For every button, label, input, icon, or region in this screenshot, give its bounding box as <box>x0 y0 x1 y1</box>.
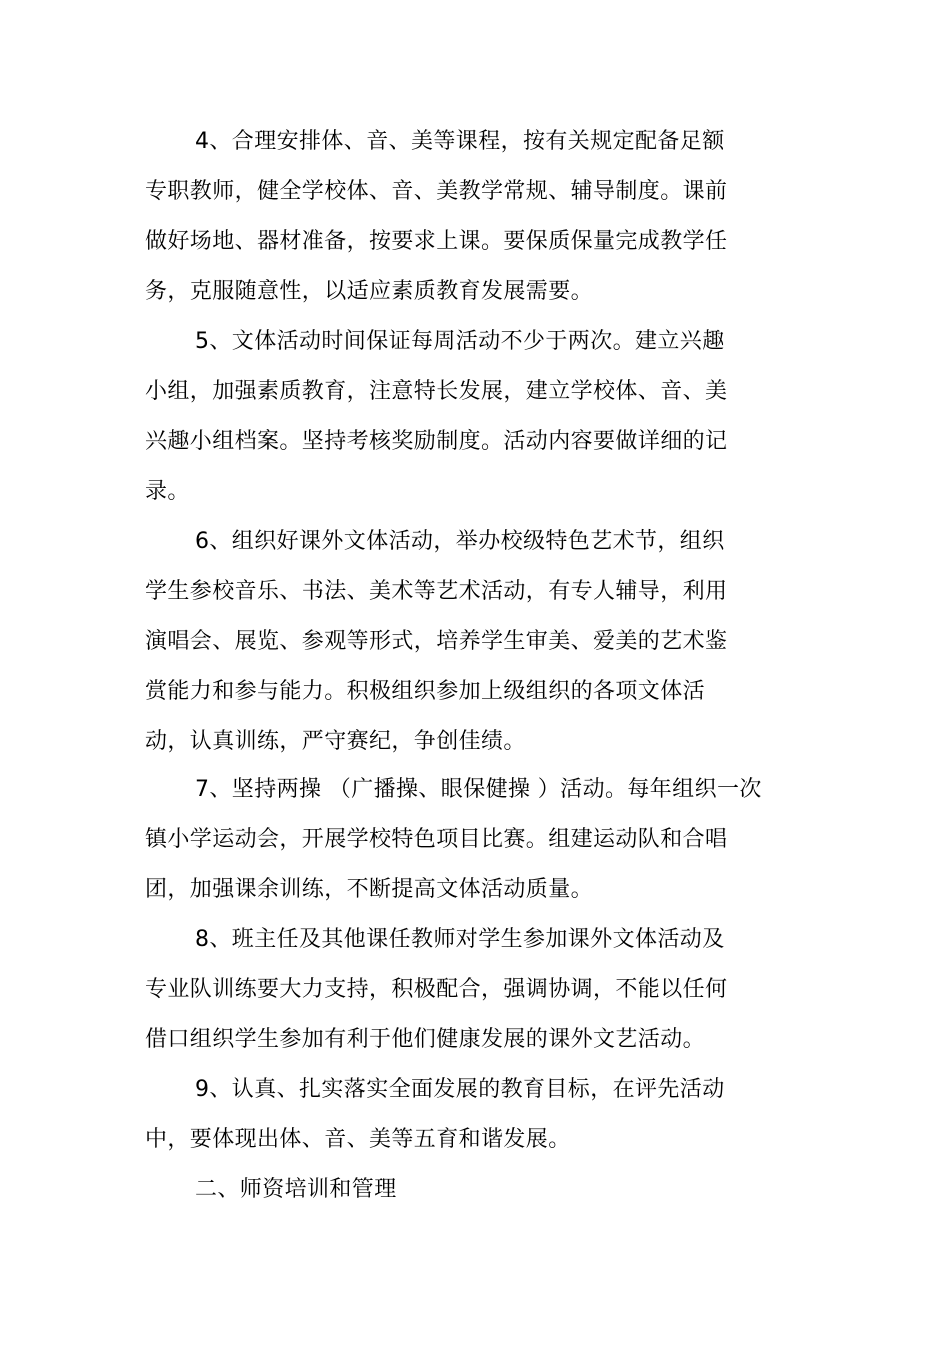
text-line: 动，认真训练，严守赛纪，争创佳绩。 <box>145 729 526 754</box>
text-line: 4、合理安排体、音、美等课程，按有关规定配备足额 <box>195 129 725 154</box>
section-heading: 二、师资培训和管理 <box>195 1177 397 1202</box>
text-line: 演唱会、展览、参观等形式，培养学生审美、爱美的艺术鉴 <box>145 629 728 654</box>
text-line: 专职教师，健全学校体、音、美教学常规、辅导制度。课前 <box>145 179 728 204</box>
text-line: 7、坚持两操 （广播操、眼保健操 ）活动。每年组织一次 <box>195 777 762 802</box>
text-line: 小组，加强素质教育，注意特长发展，建立学校体、音、美 <box>145 379 728 404</box>
text-line: 镇小学运动会，开展学校特色项目比赛。组建运动队和合唱 <box>145 827 728 852</box>
text-line: 专业队训练要大力支持，积极配合，强调协调，不能以任何 <box>145 977 728 1002</box>
text-line: 学生参校音乐、书法、美术等艺术活动，有专人辅导，利用 <box>145 579 728 604</box>
text-line: 团，加强课余训练，不断提高文体活动质量。 <box>145 877 594 902</box>
text-line: 借口组织学生参加有利于他们健康发展的课外文艺活动。 <box>145 1027 706 1052</box>
text-line: 6、组织好课外文体活动，举办校级特色艺术节，组织 <box>195 529 725 554</box>
text-line: 录。 <box>145 479 190 504</box>
text-line: 8、班主任及其他课任教师对学生参加课外文体活动及 <box>195 927 725 952</box>
text-line: 5、文体活动时间保证每周活动不少于两次。建立兴趣 <box>195 329 725 354</box>
text-line: 务，克服随意性，以适应素质教育发展需要。 <box>145 279 594 304</box>
text-line: 中，要体现出体、音、美等五育和谐发展。 <box>145 1127 571 1152</box>
text-line: 赏能力和参与能力。积极组织参加上级组织的各项文体活 <box>145 679 706 704</box>
text-line: 9、认真、扎实落实全面发展的教育目标，在评先活动 <box>195 1077 725 1102</box>
text-line: 做好场地、器材准备，按要求上课。要保质保量完成教学任 <box>145 229 728 254</box>
text-line: 兴趣小组档案。坚持考核奖励制度。活动内容要做详细的记 <box>145 429 728 454</box>
